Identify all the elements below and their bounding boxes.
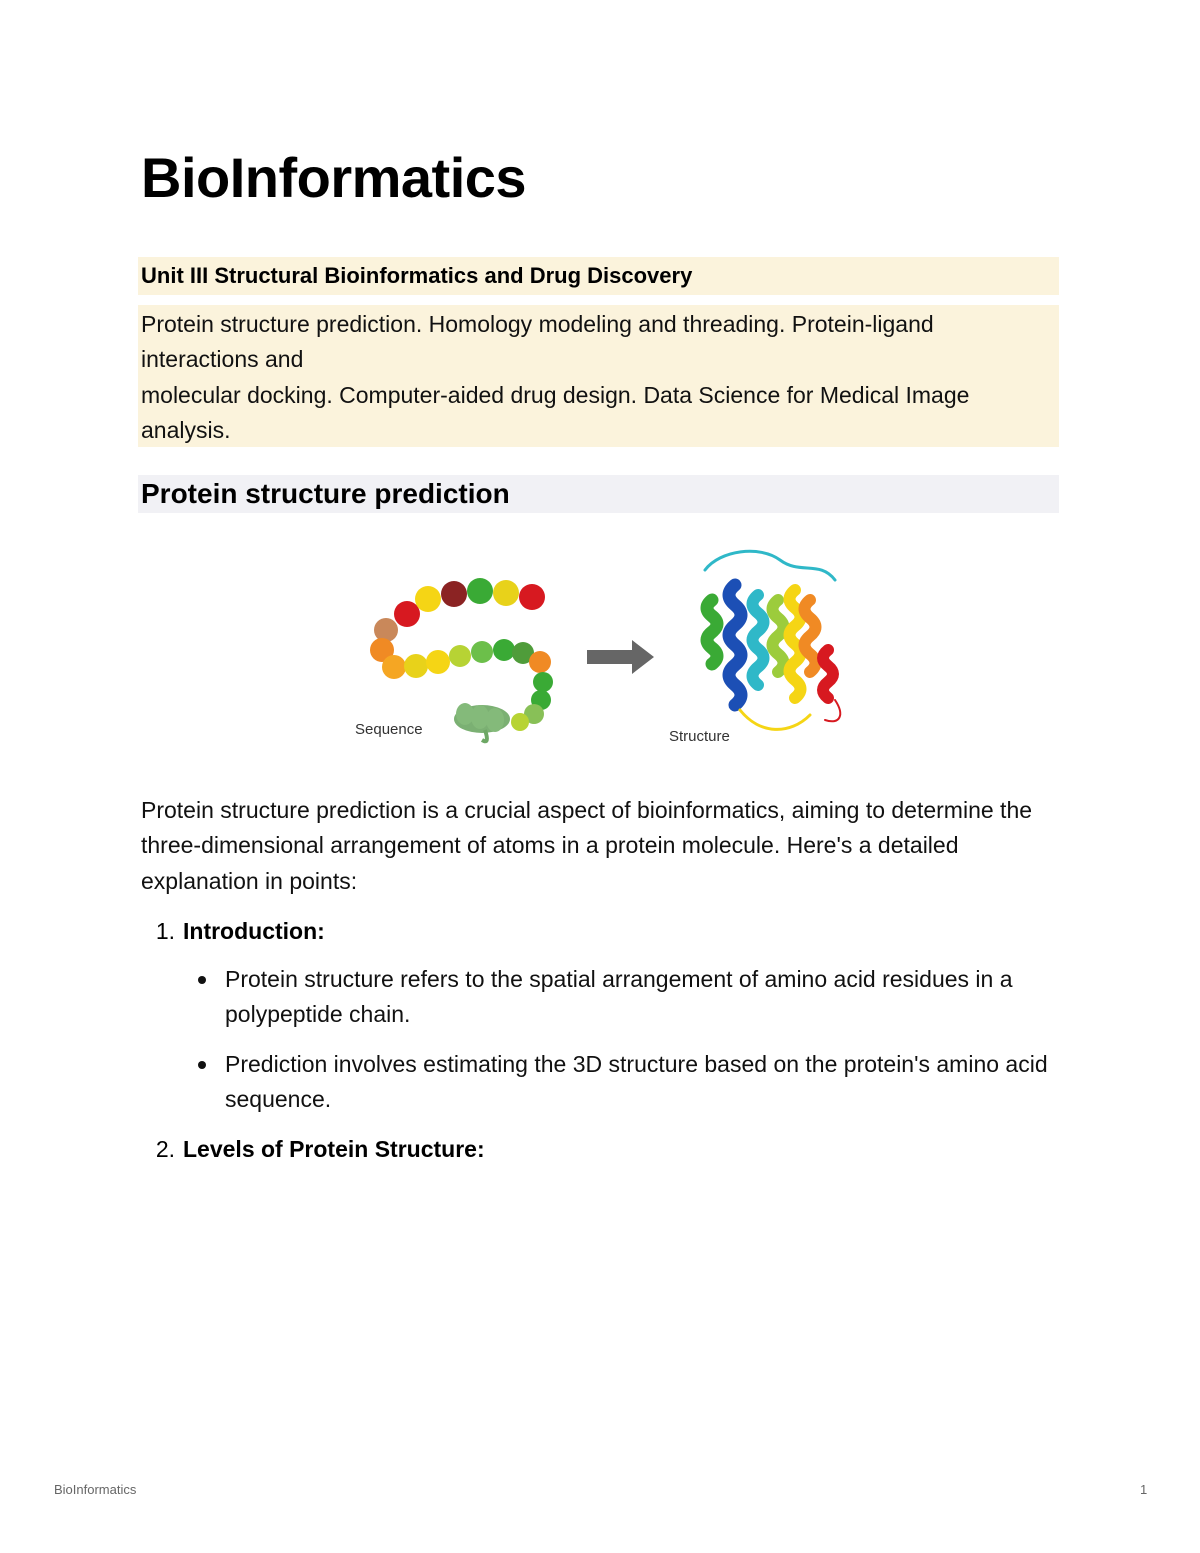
list-item <box>141 914 325 949</box>
section-heading: Protein structure prediction <box>138 475 1059 513</box>
bullet-dot-icon <box>198 976 206 984</box>
bullet-text: Prediction involves estimating the 3D structure based on the protein's amino acid sequence. <box>225 1051 1048 1113</box>
structure-label: Structure <box>669 728 730 745</box>
residue-bead <box>404 654 428 678</box>
figure-svg <box>340 540 860 755</box>
sequence-chain <box>370 578 553 741</box>
bullet-item <box>198 962 1058 1033</box>
residue-bead <box>493 580 519 606</box>
sequence-to-structure-figure <box>340 540 860 755</box>
residue-bead <box>511 713 529 731</box>
residue-bead <box>415 586 441 612</box>
list-number: 1. <box>155 918 175 944</box>
callout-line-2: molecular docking. Computer-aided drug design. Data Science for Medical Image analysis. <box>141 381 970 443</box>
residue-bead <box>529 651 551 673</box>
list-item-title: Levels of Protein Structure: <box>183 1136 485 1162</box>
sequence-label: Sequence <box>355 721 423 738</box>
unit-callout-heading: Unit III Structural Bioinformatics and Drug Discovery <box>138 257 1059 295</box>
residue-bead <box>467 578 493 604</box>
list-item <box>141 1132 485 1167</box>
residue-bead <box>374 618 398 642</box>
residue-bead <box>382 655 406 679</box>
residue-bead <box>394 601 420 627</box>
residue-bead <box>471 641 493 663</box>
residue-bead <box>533 672 553 692</box>
callout-line-1: Protein structure prediction. Homology modeling and threading. Protein-ligand interactions and <box>141 311 934 373</box>
bullet-item <box>198 1047 1058 1118</box>
protein-structure <box>705 551 840 729</box>
residue-bead <box>519 584 545 610</box>
list-number: 2. <box>155 1136 175 1162</box>
page-title: BioInformatics <box>141 146 527 209</box>
footer-doc-title: BioInformatics <box>54 1482 137 1497</box>
residue-bead <box>441 581 467 607</box>
residue-bead <box>449 645 471 667</box>
residue-bead <box>426 650 450 674</box>
list-item-title: Introduction: <box>183 918 325 944</box>
page-number: 1 <box>1140 1482 1148 1497</box>
bullet-dot-icon <box>198 1061 206 1069</box>
helix-coil <box>486 708 504 732</box>
unit-callout-body <box>138 305 1059 447</box>
bullet-text: Protein structure refers to the spatial arrangement of amino acid residues in a polypeptide chain. <box>225 966 1013 1028</box>
arrow-icon <box>587 640 654 674</box>
intro-paragraph: Protein structure prediction is a crucial aspect of bioinformatics, aiming to determine the three-dimensional arrangement of atoms in a protein molecule. Here's a detailed explanation in points: <box>141 797 1033 894</box>
residue-bead <box>493 639 515 661</box>
